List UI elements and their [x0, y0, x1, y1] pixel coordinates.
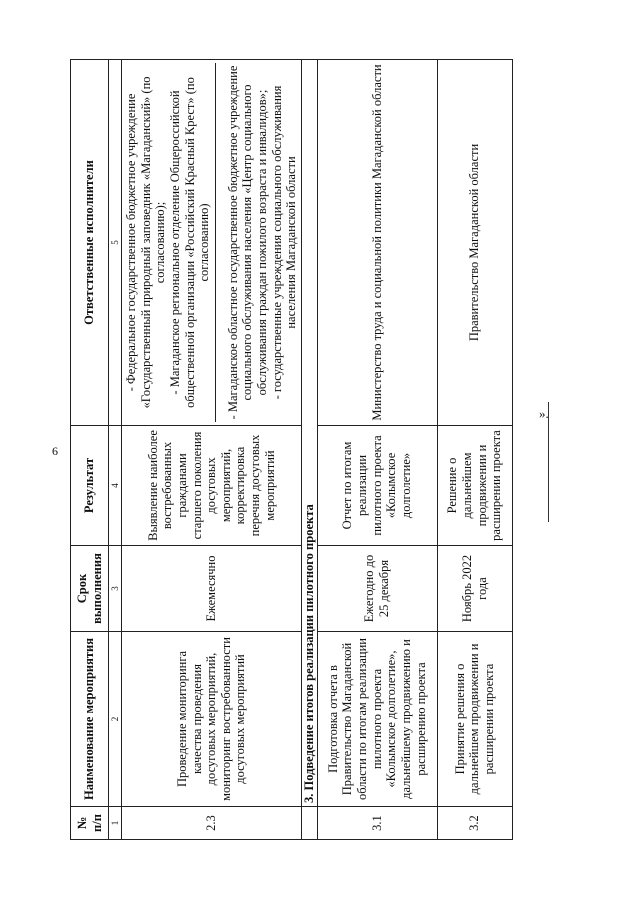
column-number: 4	[109, 426, 122, 546]
header-activity-name: Наименование мероприятия	[71, 632, 109, 807]
activities-table	[70, 59, 513, 840]
responsible-line: - государственные учреждения социального обслуживания населения Магаданской области	[269, 85, 299, 400]
page-number: 6	[52, 444, 58, 458]
row-number: 3.1	[317, 807, 437, 840]
column-number: 1	[109, 807, 122, 840]
header-number: № п/п	[71, 807, 109, 840]
prev-responsible-line: - Магаданское региональное отделение Общероссийской общественной организации «Российский Красный Крест» (по согласованию)	[168, 63, 216, 422]
responsible: Правительство Магаданской области	[437, 60, 512, 426]
table-row	[317, 60, 437, 840]
result: Решение о дальнейшем продвижении и расширении проекта	[437, 426, 512, 546]
table-header-row	[71, 60, 109, 840]
deadline: Ежегодно до 25 декабря	[317, 546, 437, 632]
row-number: 3.2	[437, 807, 512, 840]
column-number: 3	[109, 546, 122, 632]
result: Отчет по итогам реализации пилотного проекта «Колымское долголетие»	[317, 426, 437, 546]
responsible	[122, 60, 302, 426]
header-responsible: Ответственные исполнители	[71, 60, 109, 426]
column-number: 5	[109, 60, 122, 426]
table-row	[437, 60, 512, 840]
activity-name: Проведение мониторинга качества проведения досуговых мероприятий, мониторинг востребованности досуговых мероприятий	[122, 632, 302, 807]
closing-quote-mark: ».	[539, 406, 549, 421]
responsible: Министерство труда и социальной политики Магаданской области	[317, 60, 437, 426]
result: Выявление наиболее востребованных гражданами старшего поколения досуговых мероприятий, корректировка перечня досуговых мероприятий	[122, 426, 302, 546]
section-title: 3. Подведение итогов реализации пилотного проекта	[301, 60, 317, 807]
rotated-table-container	[70, 60, 610, 840]
deadline: Ноябрь 2022 года	[437, 546, 512, 632]
activity-name: Подготовка отчета в Правительство Магаданской области по итогам реализации пилотного проекта «Колымское долголетие», дальнейшему продвижению и расширению проекта	[317, 632, 437, 807]
table-row	[122, 60, 302, 840]
deadline: Ежемесячно	[122, 546, 302, 632]
header-result: Результат	[71, 426, 109, 546]
responsible-line: - Магаданское областное государственное бюджетное учреждение социального обслуживания населения «Центр социального обслуживания граждан пожилого возраста и инвалидов»;	[225, 65, 269, 420]
prev-responsible-line: - Федеральное государственное бюджетное учреждение «Государственный природный заповедник «Магаданский» (по согласованию);	[124, 76, 168, 409]
header-deadline: Срок выполнения	[71, 546, 109, 632]
column-number: 2	[109, 632, 122, 807]
column-number-row	[109, 60, 122, 840]
row-number: 2.3	[122, 807, 302, 840]
section-heading-row	[301, 60, 317, 840]
activity-name: Принятие решения о дальнейшем продвижении и расширении проекта	[437, 632, 512, 807]
